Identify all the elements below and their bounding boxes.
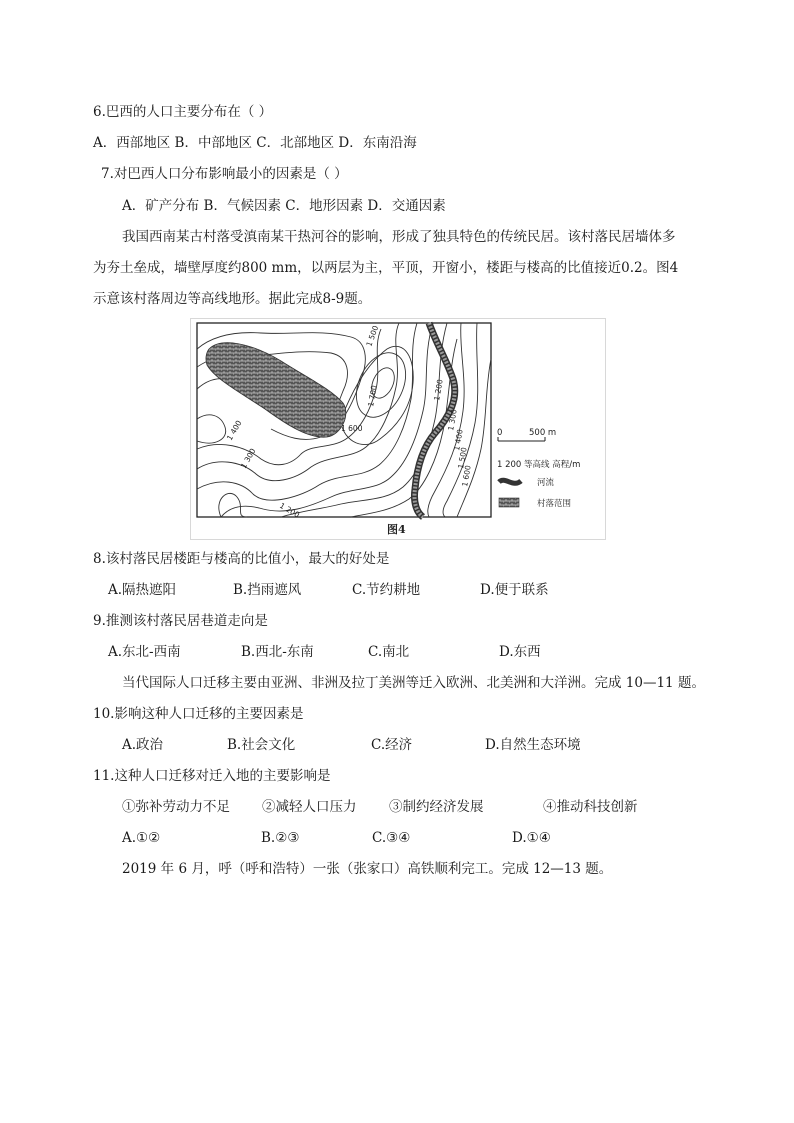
q9-stem: 9.推测该村落民居巷道走向是: [93, 613, 268, 629]
q10-option-a: A.政治: [122, 737, 164, 753]
q11-item-3: ③制约经济发展: [389, 799, 484, 815]
q9-option-b: B.西北-东南: [241, 644, 314, 660]
contour-label: 1 700: [366, 384, 379, 408]
contour-label: 1 600: [341, 424, 363, 433]
q8-stem: 8.该村落民居楼距与楼高的比值小，最大的好处是: [93, 551, 390, 567]
passage1-line1: 我国西南某古村落受滇南某干热河谷的影响，形成了独具特色的传统民居。该村落民居墙体多: [122, 229, 676, 245]
q6-stem: 6.巴西的人口主要分布在（ ）: [93, 104, 273, 120]
q10-option-b: B.社会文化: [227, 737, 296, 753]
contour-label: 1 300: [238, 446, 258, 470]
village-area: [206, 343, 346, 437]
figure-caption: 图4: [387, 523, 406, 536]
contour-label: 1 500: [456, 446, 469, 470]
q6-options: A．西部地区 B．中部地区 C．北部地区 D．东南沿海: [93, 135, 417, 151]
passage1-line2: 为夯土垒成，墙壁厚度约800 mm，以两层为主，平顶，开窗小，楼距与楼高的比值接近0.2。图4: [93, 260, 679, 276]
contour-label: 1 300: [446, 408, 459, 432]
legend-contour: 1 200 等高线 高程/m: [497, 460, 581, 470]
contour-label: 1 200: [432, 378, 445, 402]
passage2: 当代国际人口迁移主要由亚洲、非洲及拉丁美洲等迁入欧洲、北美洲和大洋洲。完成 10—11 题。: [122, 675, 705, 691]
q11-option-d: D.①④: [512, 830, 551, 846]
q10-option-d: D.自然生态环境: [485, 737, 581, 753]
contour-map-svg: [191, 319, 605, 539]
q11-item-4: ④推动科技创新: [543, 799, 638, 815]
q9-option-c: C.南北: [368, 644, 410, 660]
passage1-line3: 示意该村落周边等高线地形。据此完成8-9题。: [93, 291, 372, 307]
contour-label: 1 500: [364, 324, 381, 348]
q11-item-1: ①弥补劳动力不足: [122, 799, 230, 815]
passage3: 2019 年 6 月，呼（呼和浩特）一张（张家口）高铁顺利完工。完成 12—13 题。: [122, 861, 613, 877]
q10-option-c: C.经济: [371, 737, 413, 753]
q8-option-c: C.节约耕地: [352, 582, 421, 598]
q8-option-a: A.隔热遮阳: [108, 582, 177, 598]
q8-option-d: D.便于联系: [480, 582, 549, 598]
contour-label: 1 600: [460, 464, 473, 488]
q11-option-c: C.③④: [372, 830, 411, 846]
legend-village-symbol: [499, 498, 519, 507]
contour-label: 1 200: [278, 500, 302, 520]
contour-map-figure: [190, 318, 606, 540]
scale-label: 500 m: [529, 428, 557, 438]
q7-stem: 7.对巴西人口分布影响最小的因素是（ ）: [101, 166, 348, 182]
legend-river: 河流: [537, 478, 555, 488]
q9-option-d: D.东西: [499, 644, 541, 660]
q9-option-a: A.东北-西南: [108, 644, 181, 660]
legend-village: 村落范围: [537, 499, 572, 509]
q11-option-b: B.②③: [261, 830, 300, 846]
scale-zero: 0: [497, 428, 503, 438]
q11-item-2: ②减轻人口压力: [262, 799, 357, 815]
q11-stem: 11.这种人口迁移对迁入地的主要影响是: [93, 768, 331, 784]
q10-stem: 10.影响这种人口迁移的主要因素是: [93, 706, 304, 722]
contour-label: 1 400: [452, 428, 465, 452]
q8-option-b: B.挡雨遮风: [233, 582, 302, 598]
legend-river-symbol: [499, 480, 521, 483]
q7-options: A．矿产分布 B．气候因素 C．地形因素 D．交通因素: [122, 198, 446, 214]
q11-option-a: A.①②: [122, 830, 161, 846]
contour-label: 1 400: [224, 418, 244, 442]
